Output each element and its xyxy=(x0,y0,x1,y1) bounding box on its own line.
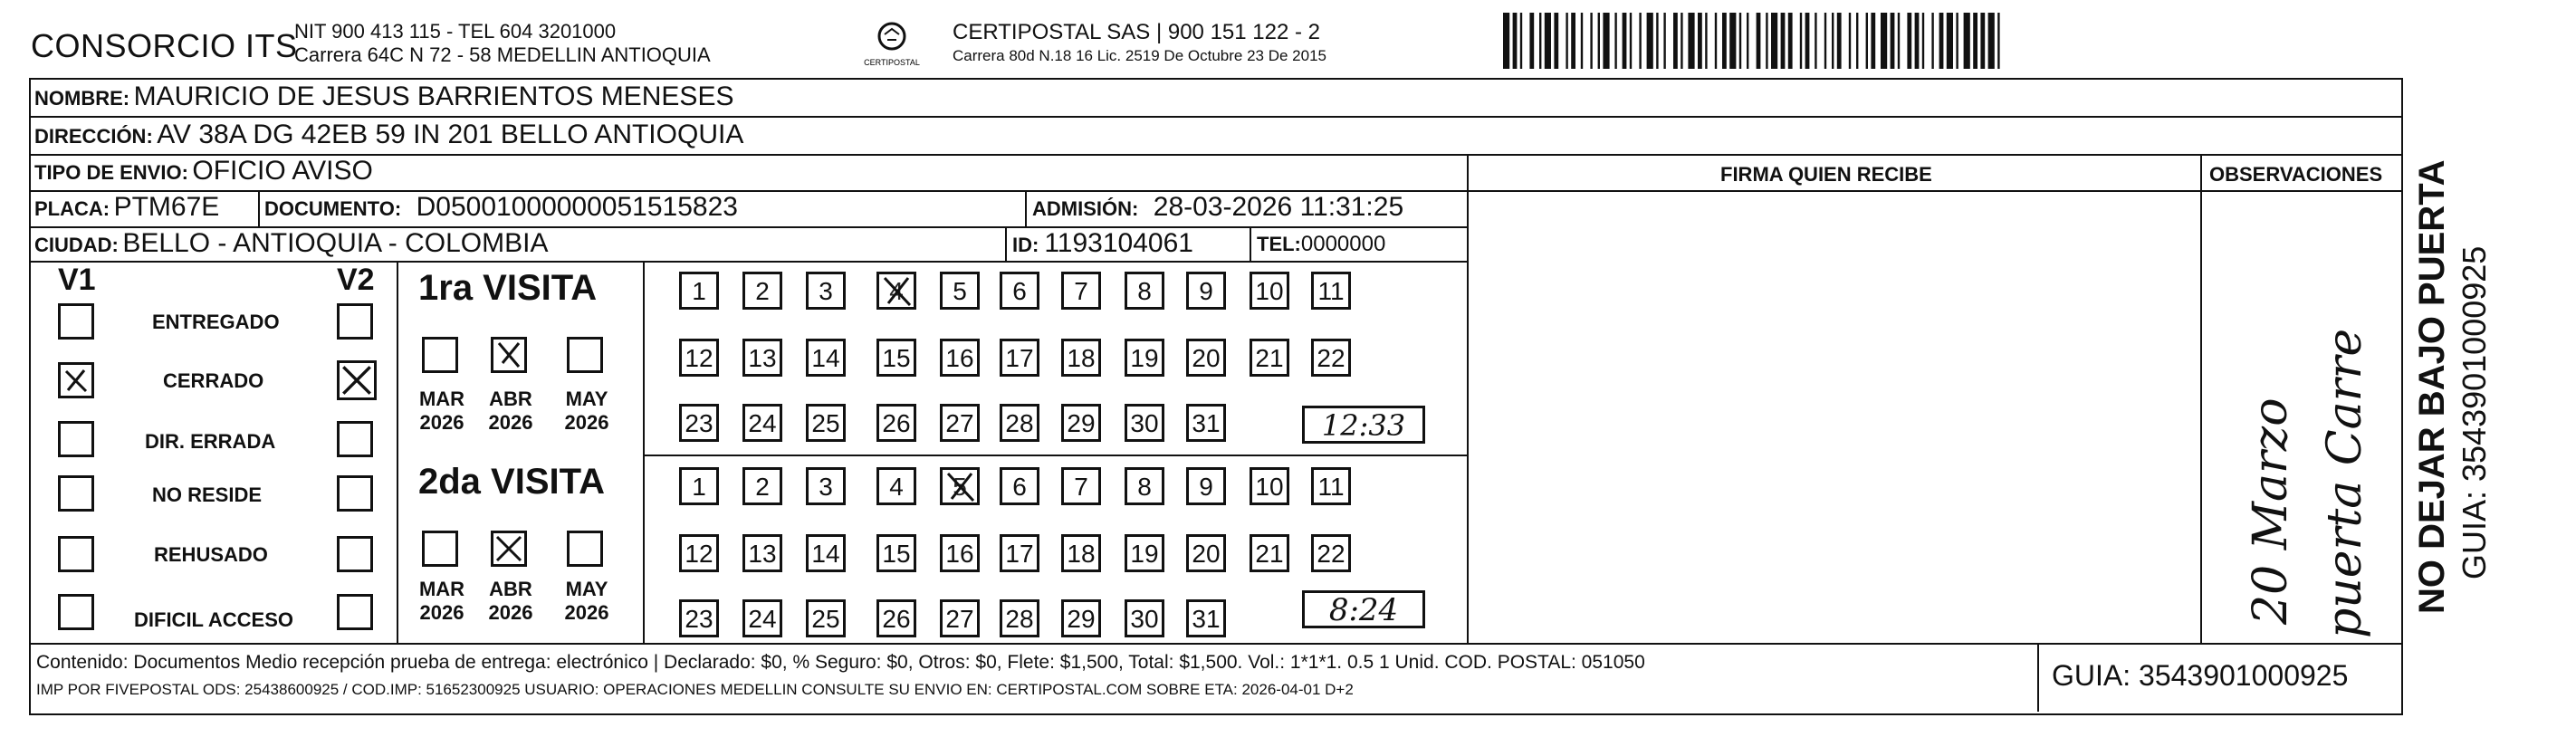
second-visit-day-20[interactable]: 20 xyxy=(1186,534,1226,572)
first-visit-day-6[interactable]: 6 xyxy=(1000,272,1039,310)
second-visit-day-24[interactable]: 24 xyxy=(742,599,782,637)
first-visit-day-14[interactable]: 14 xyxy=(806,339,846,377)
first-visit-day-29[interactable]: 29 xyxy=(1061,404,1101,442)
second-visit-day-1[interactable]: 1 xyxy=(679,467,719,505)
second-visit-day-18[interactable]: 18 xyxy=(1061,534,1101,572)
check-x-icon xyxy=(341,365,372,396)
second-visit-day-4[interactable]: 4 xyxy=(876,467,916,505)
first-visit-day-8[interactable]: 8 xyxy=(1125,272,1164,310)
footer-contenido: Contenido: Documentos Medio recepción prueba de entrega: electrónico | Declarado: $0, % Seguro: $0, Otros: $0, Flete: $1,500, Total: $1,500. Vol.: 1*1*1. 0.5 1 Unid. COD. POSTAL: 051050 xyxy=(36,652,1645,673)
first-visit-day-17[interactable]: 17 xyxy=(1000,339,1039,377)
second-visit-day-16[interactable]: 16 xyxy=(940,534,980,572)
first-visit-day-26[interactable]: 26 xyxy=(876,404,916,442)
second-visit-day-2[interactable]: 2 xyxy=(742,467,782,505)
logo-text: CERTIPOSTAL xyxy=(864,58,920,67)
first-visit-day-30[interactable]: 30 xyxy=(1125,404,1164,442)
first-visit-day-20[interactable]: 20 xyxy=(1186,339,1226,377)
first-month-may-checkbox[interactable] xyxy=(567,337,603,373)
v2-dificil-acceso-checkbox[interactable] xyxy=(337,594,373,630)
admision-value: 28-03-2026 11:31:25 xyxy=(1153,192,1404,222)
second-visit-day-27[interactable]: 27 xyxy=(940,599,980,637)
first-visit-day-13[interactable]: 13 xyxy=(742,339,782,377)
id-value: 1193104061 xyxy=(1044,228,1193,258)
check-x-icon xyxy=(62,367,90,394)
first-visit-day-1[interactable]: 1 xyxy=(679,272,719,310)
second-visit-title: 2da VISITA xyxy=(418,462,605,502)
first-visit-time[interactable]: 12:33 xyxy=(1302,406,1425,444)
first-visit-day-11[interactable]: 11 xyxy=(1311,272,1351,310)
second-visit-day-26[interactable]: 26 xyxy=(876,599,916,637)
second-month-may-label: MAY xyxy=(565,578,608,600)
first-visit-day-19[interactable]: 19 xyxy=(1125,339,1164,377)
observation-handwriting-date: 20 Marzo xyxy=(2244,397,2298,625)
firma-label: FIRMA QUIEN RECIBE xyxy=(1720,163,1932,186)
check-x-icon xyxy=(879,274,915,309)
v2-rehusado-checkbox[interactable] xyxy=(337,536,373,572)
company-nit: NIT 900 413 115 - TEL 604 3201000 xyxy=(294,20,617,43)
first-visit-day-12[interactable]: 12 xyxy=(679,339,719,377)
first-visit-day-22[interactable]: 22 xyxy=(1311,339,1351,377)
first-visit-day-5[interactable]: 5 xyxy=(940,272,980,310)
second-year-may: 2026 xyxy=(564,601,609,624)
status-entregado: ENTREGADO xyxy=(152,311,280,333)
second-year-mar: 2026 xyxy=(419,601,464,624)
certipostal-address: Carrera 80d N.18 16 Lic. 2519 De Octubre 23 De 2015 xyxy=(953,47,1326,64)
first-month-abr-checkbox[interactable] xyxy=(491,337,527,373)
second-visit-day-6[interactable]: 6 xyxy=(1000,467,1039,505)
first-visit-day-4[interactable]: 4 xyxy=(876,272,916,310)
tel-value: 0000000 xyxy=(1300,232,1386,256)
second-month-may-checkbox[interactable] xyxy=(567,531,603,567)
barcode-icon xyxy=(1503,13,2309,69)
first-visit-day-10[interactable]: 10 xyxy=(1250,272,1289,310)
first-visit-day-3[interactable]: 3 xyxy=(806,272,846,310)
placa-value: PTM67E xyxy=(113,192,220,222)
observation-handwriting-note: puerta Carre xyxy=(2318,328,2372,638)
second-visit-day-8[interactable]: 8 xyxy=(1125,467,1164,505)
status-no-reside: NO RESIDE xyxy=(152,483,263,506)
first-month-may-label: MAY xyxy=(565,388,608,410)
second-visit-day-14[interactable]: 14 xyxy=(806,534,846,572)
v1-dificil-acceso-checkbox[interactable] xyxy=(58,594,94,630)
v1-dir-errada-checkbox[interactable] xyxy=(58,421,94,457)
v2-label: V2 xyxy=(337,263,375,297)
direccion-label: DIRECCIÓN: xyxy=(34,125,153,148)
documento-value: D05001000000051515823 xyxy=(416,192,738,222)
second-visit-day-17[interactable]: 17 xyxy=(1000,534,1039,572)
side-warning: NO DEJAR BAJO PUERTA xyxy=(2412,159,2452,614)
first-month-abr-label: ABR xyxy=(489,388,532,410)
first-month-mar-checkbox[interactable] xyxy=(422,337,458,373)
v1-label: V1 xyxy=(58,263,96,297)
second-visit-day-7[interactable]: 7 xyxy=(1061,467,1101,505)
v2-entregado-checkbox[interactable] xyxy=(337,303,373,340)
second-visit-day-12[interactable]: 12 xyxy=(679,534,719,572)
status-dir-errada: DIR. ERRADA xyxy=(145,430,276,453)
second-visit-day-11[interactable]: 11 xyxy=(1311,467,1351,505)
v1-no-reside-checkbox[interactable] xyxy=(58,475,94,512)
id-label: ID: xyxy=(1012,234,1039,256)
second-visit-day-25[interactable]: 25 xyxy=(806,599,846,637)
first-visit-day-21[interactable]: 21 xyxy=(1250,339,1289,377)
placa-label: PLACA: xyxy=(34,197,110,220)
second-year-abr: 2026 xyxy=(488,601,533,624)
v2-no-reside-checkbox[interactable] xyxy=(337,475,373,512)
first-visit-day-31[interactable]: 31 xyxy=(1186,404,1226,442)
v2-cerrado-checkbox[interactable] xyxy=(337,360,377,400)
first-visit-day-23[interactable]: 23 xyxy=(679,404,719,442)
second-visit-day-21[interactable]: 21 xyxy=(1250,534,1289,572)
first-visit-day-16[interactable]: 16 xyxy=(940,339,980,377)
check-x-icon xyxy=(495,341,522,368)
second-visit-day-10[interactable]: 10 xyxy=(1250,467,1289,505)
documento-label: DOCUMENTO: xyxy=(264,197,402,220)
status-rehusado: REHUSADO xyxy=(154,543,268,566)
first-visit-day-9[interactable]: 9 xyxy=(1186,272,1226,310)
first-visit-day-2[interactable]: 2 xyxy=(742,272,782,310)
footer-imp: IMP POR FIVEPOSTAL ODS: 25438600925 / COD.IMP: 51652300925 USUARIO: OPERACIONES MEDELLIN CONSULTE SU ENVIO EN: CERTIPOSTAL.COM SOBRE ETA: 2026-04-01 D+2 xyxy=(36,681,1354,698)
second-visit-day-31[interactable]: 31 xyxy=(1186,599,1226,637)
tipo-value: OFICIO AVISO xyxy=(192,156,373,186)
certipostal-logo-icon xyxy=(860,18,924,69)
second-visit-day-13[interactable]: 13 xyxy=(742,534,782,572)
second-visit-day-29[interactable]: 29 xyxy=(1061,599,1101,637)
first-year-mar: 2026 xyxy=(419,411,464,434)
second-visit-day-30[interactable]: 30 xyxy=(1125,599,1164,637)
first-visit-day-18[interactable]: 18 xyxy=(1061,339,1101,377)
first-visit-day-28[interactable]: 28 xyxy=(1000,404,1039,442)
ciudad-label: CIUDAD: xyxy=(34,234,119,256)
status-cerrado: CERRADO xyxy=(163,369,264,392)
certipostal-line: CERTIPOSTAL SAS | 900 151 122 - 2 xyxy=(953,20,1320,44)
second-visit-time[interactable]: 8:24 xyxy=(1302,590,1425,628)
second-visit-day-3[interactable]: 3 xyxy=(806,467,846,505)
second-month-abr-label: ABR xyxy=(489,578,532,600)
first-year-abr: 2026 xyxy=(488,411,533,434)
status-dificil-acceso: DIFICIL ACCESO xyxy=(134,608,294,631)
check-x-icon xyxy=(943,470,979,504)
ciudad-value: BELLO - ANTIOQUIA - COLOMBIA xyxy=(122,228,549,258)
first-visit-day-7[interactable]: 7 xyxy=(1061,272,1101,310)
v1-rehusado-checkbox[interactable] xyxy=(58,536,94,572)
first-visit-day-25[interactable]: 25 xyxy=(806,404,846,442)
nombre-label: NOMBRE: xyxy=(34,87,130,110)
first-month-mar-label: MAR xyxy=(418,388,465,410)
nombre-value: MAURICIO DE JESUS BARRIENTOS MENESES xyxy=(133,81,734,111)
second-visit-day-28[interactable]: 28 xyxy=(1000,599,1039,637)
side-guia: GUIA: 3543901000925 xyxy=(2456,245,2493,579)
tipo-label: TIPO DE ENVIO: xyxy=(34,161,188,184)
first-visit-day-27[interactable]: 27 xyxy=(940,404,980,442)
second-month-abr-checkbox[interactable] xyxy=(491,531,527,567)
second-visit-day-9[interactable]: 9 xyxy=(1186,467,1226,505)
v1-cerrado-checkbox[interactable] xyxy=(58,362,94,398)
second-visit-day-15[interactable]: 15 xyxy=(876,534,916,572)
check-x-icon xyxy=(495,535,522,562)
first-visit-title: 1ra VISITA xyxy=(418,268,598,308)
second-visit-day-23[interactable]: 23 xyxy=(679,599,719,637)
tel-label: TEL: xyxy=(1257,233,1301,255)
v1-entregado-checkbox[interactable] xyxy=(58,303,94,340)
observaciones-label: OBSERVACIONES xyxy=(2209,163,2383,186)
company-address: Carrera 64C N 72 - 58 MEDELLIN ANTIOQUIA xyxy=(294,43,711,66)
direccion-value: AV 38A DG 42EB 59 IN 201 BELLO ANTIOQUIA xyxy=(157,120,744,149)
admision-label: ADMISIÓN: xyxy=(1032,197,1139,220)
company-name: CONSORCIO ITS xyxy=(31,27,298,64)
footer-guia: GUIA: 3543901000925 xyxy=(2052,659,2349,692)
first-visit-day-24[interactable]: 24 xyxy=(742,404,782,442)
second-visit-day-22[interactable]: 22 xyxy=(1311,534,1351,572)
v2-dir-errada-checkbox[interactable] xyxy=(337,421,373,457)
first-year-may: 2026 xyxy=(564,411,609,434)
second-month-mar-label: MAR xyxy=(418,578,465,600)
second-visit-day-19[interactable]: 19 xyxy=(1125,534,1164,572)
first-visit-day-15[interactable]: 15 xyxy=(876,339,916,377)
second-month-mar-checkbox[interactable] xyxy=(422,531,458,567)
second-visit-day-5[interactable]: 5 xyxy=(940,467,980,505)
